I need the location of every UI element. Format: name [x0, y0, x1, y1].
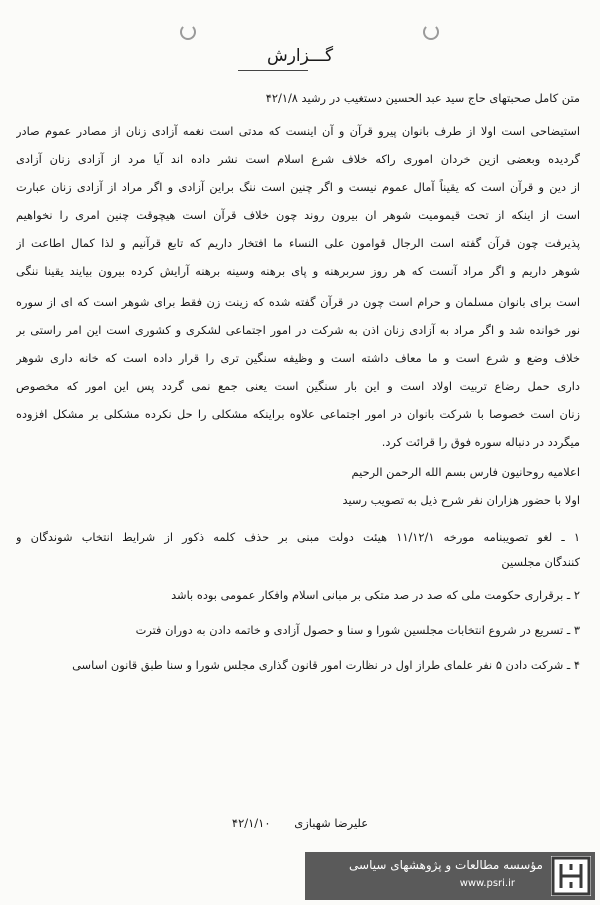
title-underline [238, 70, 308, 71]
body-line: نور خوانده شد و اگر مراد به آزادی زنان اذن به شرکت در امور اجتماعی لشکری و کشوری است این امر راستی بر [16, 323, 580, 337]
signer-name: علیرضا شهبازی [294, 816, 369, 830]
psri-logo-graphic [551, 856, 591, 896]
body-line: خلاف وضع و شرع است و ما معاف داشته است و وظیفه سنگین تری را قرار داده است که خانه داری شوهر [16, 351, 580, 365]
demand-item: کنندگان مجلسین [501, 555, 580, 569]
body-line: است برای بانوان مسلمان و حرام است چون در قرآن گفته شده که زینت زن فقط برای شوهر است که ای از سوره [16, 295, 580, 309]
punch-hole-icon [423, 24, 439, 40]
institution-url: www.psri.ir [459, 878, 515, 889]
punch-hole-icon [180, 24, 196, 40]
body-line: زنان است خصوصا با شرکت بانوان در امور اجتماعی علاوه براینکه مشکلی را حل نکرده مشکلی بر مشکل افزوده [16, 407, 580, 421]
body-line: گردیده وبعضی ازین خردان اموری راکه خلاف شرع اسلام است نشر داده اند آیا مرد از آزادی زنان آزادی [16, 152, 580, 166]
demand-item: ۲ ـ برقراری حکومت ملی که صد در صد متکی بر مبانی اسلام وافکار عمومی بوده باشد [171, 588, 580, 602]
footer-banner [305, 852, 595, 900]
document-title: گـــزارش [266, 46, 334, 66]
institution-name: مؤسسه مطالعات و پژوهشهای سیاسی [349, 858, 543, 872]
body-line: از دین و قرآن است که یقیناً آمال عموم نیست و اگر چنین است ننگ براین آزادی و اگر مراد از آزادی زنان عبارت [16, 180, 580, 194]
body-line: است از اینکه از تحت قیمومیت شوهر ان بیرون روند چون خلاف قرآن است هیچوقت چنین امری را نخواهیم [16, 208, 580, 222]
body-line: اولا با حضور هزاران نفر شرح ذیل به تصویب رسید [342, 493, 580, 507]
signature-date: ۴۲/۱/۱۰ [231, 816, 271, 830]
announcement-heading: اعلامیه روحانیون فارس بسم الله الرحمن الرحیم [351, 465, 580, 479]
body-line: شوهر داریم و اگر مراد آنست که هر روز سربرهنه و پای برهنه وسینه برهنه آرایش کرده بیرون بیایند یقینا ننگی [16, 264, 580, 278]
signature-line [0, 816, 600, 830]
body-line: داری حمل رضاع تربیت اولاد است و این بار سنگین است یعنی جمع نمی گردد پس این امور که مخصوص [16, 379, 580, 393]
demand-item: ۱ ـ لغو تصویبنامه مورخه ۱۱/۱۲/۱ هیئت دولت مبنی بر حذف کلمه ذکور از شرایط انتخاب شوندگان و [16, 530, 580, 544]
body-line: استیضاحی است اولا از طرف بانوان پیرو قرآن و آن اینست که مدتی است نغمه آزادی زنان از مصادر عموم صادر [16, 124, 580, 138]
body-line: متن کامل صحبتهای حاج سید عبد الحسین دستغیب در رشید ۴۲/۱/۸ [265, 91, 580, 105]
demand-item: ۴ ـ شرکت دادن ۵ نفر علمای طراز اول در نظارت امور قانون گذاری مجلس شورا و سنا طبق قانون اساسی [72, 658, 580, 672]
body-line: میگردد در دنباله سوره فوق را قرائت کرد. [381, 435, 580, 449]
psri-logo-icon [551, 856, 591, 896]
demand-item: ۳ ـ تسریع در شروع انتخابات مجلسین شورا و سنا و حصول آزادی و خاتمه دادن به دوران فترت [135, 623, 580, 637]
body-line: پذیرفت چون قرآن گفته است الرجال قوامون علی النساء ما افتخار داریم که تابع قرآنیم و لذا کمال اطاعت از [16, 236, 580, 250]
